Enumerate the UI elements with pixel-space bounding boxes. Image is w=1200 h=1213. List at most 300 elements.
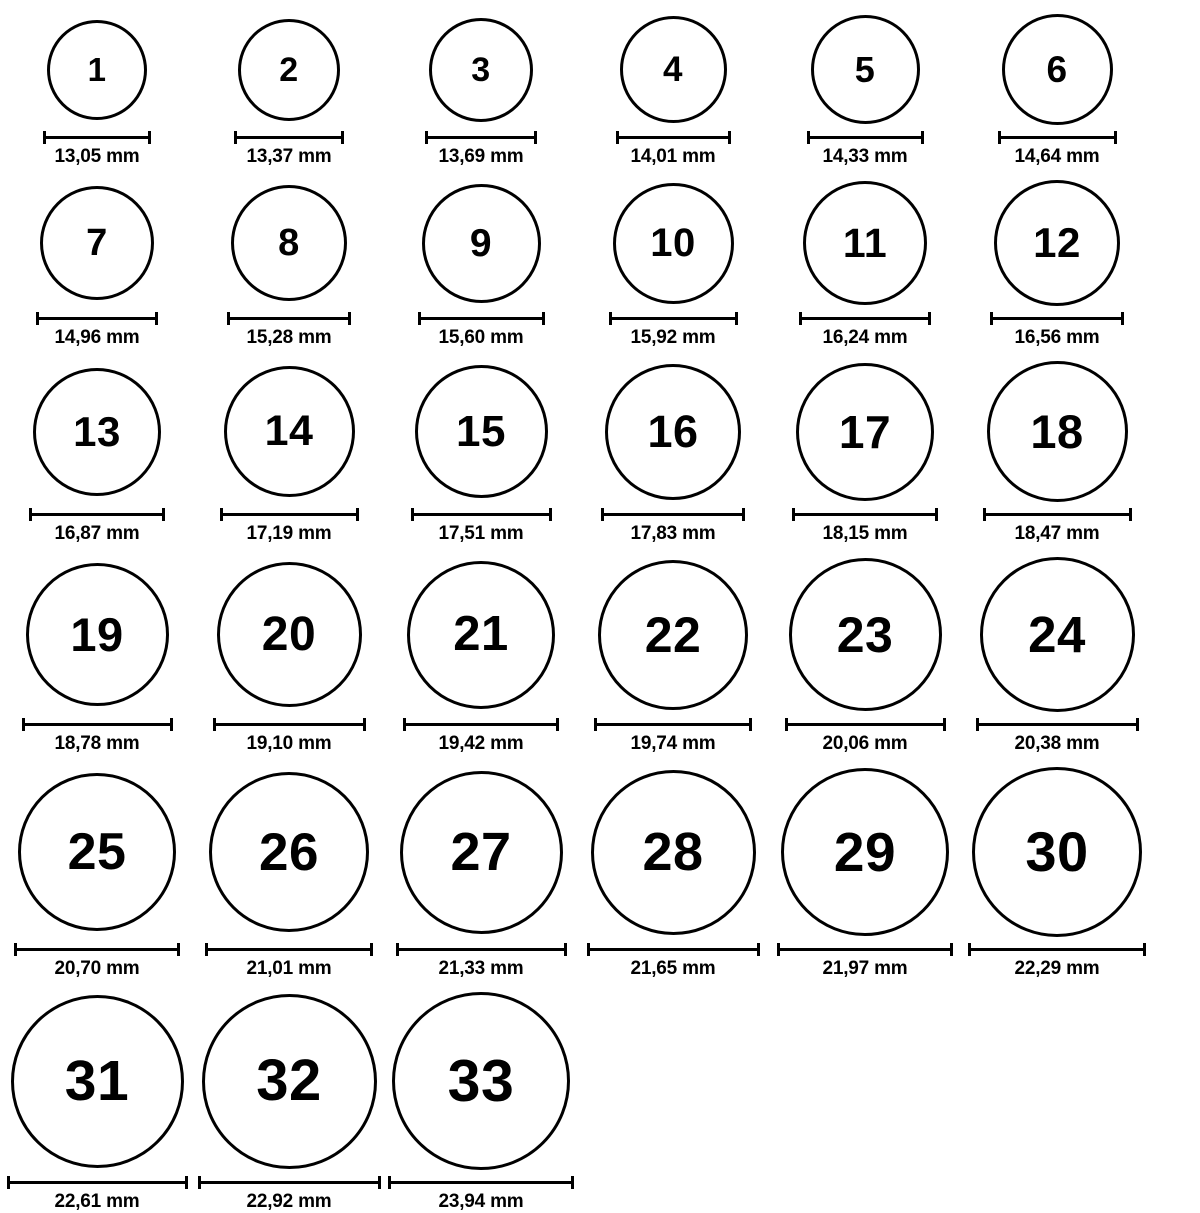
diameter-label: 19,42 mm	[438, 733, 524, 754]
diameter-label: 19,10 mm	[246, 733, 332, 754]
diameter-ruler	[234, 131, 344, 143]
size-row	[0, 14, 1200, 168]
ruler-cap-left	[7, 1176, 10, 1189]
ruler-cap-right	[341, 131, 344, 144]
diameter-ruler	[807, 131, 924, 143]
diameter-label: 16,24 mm	[822, 327, 908, 348]
ring-size-circle	[224, 366, 355, 497]
ruler-cap-left	[29, 508, 32, 521]
ring-size-cell	[578, 14, 768, 168]
ruler-cap-left	[968, 943, 971, 956]
ring-size-circle	[789, 558, 942, 711]
diameter-ruler	[22, 718, 173, 730]
ring-size-number: 9	[469, 221, 493, 265]
ruler-bar	[425, 136, 537, 139]
circle-wrapper	[47, 14, 147, 125]
ring-size-circle	[613, 183, 734, 304]
ring-size-cell	[194, 767, 384, 980]
ring-size-circle	[26, 563, 169, 706]
diameter-ruler	[403, 718, 559, 730]
ring-size-circle	[40, 186, 154, 300]
ring-size-circle	[11, 995, 184, 1168]
diameter-ruler	[205, 943, 373, 955]
ring-size-cell	[578, 180, 768, 349]
size-row	[0, 557, 1200, 755]
circle-wrapper	[33, 361, 161, 502]
circle-wrapper	[18, 767, 176, 937]
diameter-label: 14,33 mm	[822, 146, 908, 167]
ruler-cap-right	[735, 312, 738, 325]
ring-size-circle	[796, 363, 934, 501]
ring-size-circle	[407, 561, 555, 709]
ruler-cap-left	[792, 508, 795, 521]
ruler-cap-left	[983, 508, 986, 521]
ruler-bar	[198, 1181, 381, 1184]
ring-size-cell	[770, 180, 960, 349]
ring-size-cell	[578, 361, 768, 545]
ruler-bar	[601, 513, 745, 516]
ring-size-cell	[194, 361, 384, 545]
ring-size-circle	[605, 364, 741, 500]
diameter-label: 21,01 mm	[246, 958, 332, 979]
diameter-label: 14,96 mm	[54, 327, 140, 348]
circle-wrapper	[803, 180, 927, 306]
diameter-label: 21,97 mm	[822, 958, 908, 979]
diameter-ruler	[14, 943, 180, 955]
ruler-bar	[388, 1181, 574, 1184]
ring-size-number: 18	[1030, 405, 1084, 458]
ring-size-number: 30	[1025, 820, 1089, 883]
ring-size-cell	[962, 180, 1152, 349]
ring-size-number: 8	[278, 222, 300, 264]
diameter-label: 20,38 mm	[1014, 733, 1100, 754]
ruler-bar	[227, 317, 351, 320]
ruler-cap-left	[616, 131, 619, 144]
diameter-label: 20,70 mm	[54, 958, 140, 979]
ring-size-circle	[591, 770, 756, 935]
ring-size-cell	[386, 180, 576, 349]
diameter-label: 18,78 mm	[54, 733, 140, 754]
ruler-cap-right	[170, 718, 173, 731]
circle-wrapper	[422, 180, 541, 306]
diameter-ruler	[220, 508, 359, 520]
diameter-ruler	[43, 131, 151, 143]
ruler-cap-left	[777, 943, 780, 956]
ring-size-cell	[386, 992, 576, 1213]
diameter-label: 22,29 mm	[1014, 958, 1100, 979]
ruler-bar	[587, 948, 760, 951]
diameter-label: 14,01 mm	[630, 146, 716, 167]
ruler-cap-right	[928, 312, 931, 325]
ring-size-number: 20	[261, 607, 317, 661]
ring-size-circle	[598, 560, 748, 710]
ruler-cap-left	[43, 131, 46, 144]
ruler-cap-right	[549, 508, 552, 521]
ruler-cap-right	[177, 943, 180, 956]
ring-size-number: 32	[256, 1048, 322, 1113]
ring-size-circle	[217, 562, 362, 707]
ring-size-cell	[194, 557, 384, 755]
diameter-label: 17,51 mm	[438, 523, 524, 544]
diameter-ruler	[425, 131, 537, 143]
ruler-bar	[785, 723, 946, 726]
ring-size-cell	[962, 14, 1152, 168]
diameter-ruler	[7, 1176, 188, 1188]
ring-size-number: 22	[644, 606, 702, 663]
diameter-ruler	[609, 312, 738, 324]
diameter-ruler	[990, 312, 1124, 324]
ruler-cap-left	[807, 131, 810, 144]
ruler-cap-right	[534, 131, 537, 144]
circle-wrapper	[591, 767, 756, 937]
ruler-cap-right	[148, 131, 151, 144]
diameter-label: 17,19 mm	[246, 523, 332, 544]
ring-size-cell	[962, 557, 1152, 755]
ring-size-circle	[987, 361, 1128, 502]
ruler-cap-right	[1129, 508, 1132, 521]
ruler-bar	[220, 513, 359, 516]
ring-size-circle	[47, 20, 147, 120]
ruler-cap-right	[1136, 718, 1139, 731]
circle-wrapper	[231, 180, 347, 306]
diameter-ruler	[388, 1176, 574, 1188]
ruler-cap-left	[587, 943, 590, 956]
ring-size-circle	[803, 181, 927, 305]
diameter-ruler	[594, 718, 752, 730]
ring-size-cell	[962, 767, 1152, 980]
ring-size-circle	[202, 994, 377, 1169]
diameter-ruler	[418, 312, 545, 324]
circle-wrapper	[238, 14, 340, 125]
ring-size-number: 11	[842, 219, 888, 266]
ruler-bar	[418, 317, 545, 320]
ruler-bar	[777, 948, 953, 951]
ruler-cap-left	[799, 312, 802, 325]
ring-size-number: 3	[471, 50, 491, 89]
circle-wrapper	[994, 180, 1120, 306]
ring-size-number: 6	[1046, 49, 1068, 90]
diameter-label: 15,28 mm	[246, 327, 332, 348]
size-row	[0, 992, 1200, 1213]
ring-size-cell	[2, 14, 192, 168]
ruler-cap-left	[411, 508, 414, 521]
ruler-bar	[7, 1181, 188, 1184]
circle-wrapper	[972, 767, 1142, 937]
ring-size-circle	[972, 767, 1142, 937]
ring-size-cell	[194, 992, 384, 1213]
diameter-label: 13,37 mm	[246, 146, 332, 167]
circle-wrapper	[400, 767, 563, 937]
ring-size-number: 27	[450, 822, 512, 882]
ruler-cap-left	[22, 718, 25, 731]
ring-size-cell	[2, 361, 192, 545]
ring-size-number: 25	[67, 823, 127, 881]
diameter-ruler	[799, 312, 931, 324]
ruler-cap-right	[155, 312, 158, 325]
circle-wrapper	[429, 14, 533, 125]
diameter-ruler	[998, 131, 1117, 143]
ruler-cap-right	[1143, 943, 1146, 956]
ring-size-circle	[422, 184, 541, 303]
diameter-label: 15,60 mm	[438, 327, 524, 348]
ruler-bar	[983, 513, 1132, 516]
ring-size-cell	[194, 14, 384, 168]
diameter-label: 22,61 mm	[54, 1191, 140, 1212]
diameter-label: 20,06 mm	[822, 733, 908, 754]
size-row	[0, 361, 1200, 545]
ruler-cap-right	[356, 508, 359, 521]
circle-wrapper	[987, 361, 1128, 502]
ruler-bar	[792, 513, 938, 516]
circle-wrapper	[598, 557, 748, 712]
diameter-ruler	[983, 508, 1132, 520]
ruler-cap-left	[198, 1176, 201, 1189]
ring-size-number: 21	[453, 607, 509, 661]
ring-size-circle	[994, 180, 1120, 306]
ruler-bar	[968, 948, 1146, 951]
ring-size-cell	[770, 557, 960, 755]
size-row	[0, 180, 1200, 349]
ruler-cap-right	[749, 718, 752, 731]
circle-wrapper	[613, 180, 734, 306]
circle-wrapper	[811, 14, 920, 125]
ring-size-circle	[18, 773, 176, 931]
diameter-ruler	[198, 1176, 381, 1188]
ring-size-circle	[781, 768, 949, 936]
ring-size-cell	[386, 557, 576, 755]
diameter-label: 22,92 mm	[246, 1191, 332, 1212]
ruler-cap-left	[785, 718, 788, 731]
circle-wrapper	[796, 361, 934, 502]
diameter-label: 13,69 mm	[438, 146, 524, 167]
circle-wrapper	[407, 557, 555, 712]
circle-wrapper	[26, 557, 169, 712]
ruler-cap-right	[742, 508, 745, 521]
ring-size-cell	[386, 767, 576, 980]
ruler-cap-right	[757, 943, 760, 956]
ring-size-circle	[238, 19, 340, 121]
ring-size-circle	[980, 557, 1135, 712]
ring-size-circle	[415, 365, 548, 498]
diameter-ruler	[29, 508, 165, 520]
ruler-bar	[411, 513, 552, 516]
ruler-cap-right	[571, 1176, 574, 1189]
ring-size-number: 17	[838, 405, 892, 458]
ruler-cap-right	[943, 718, 946, 731]
ruler-cap-right	[1121, 312, 1124, 325]
ring-size-number: 2	[279, 50, 299, 89]
ring-size-number: 10	[650, 221, 696, 265]
ring-size-number: 15	[456, 406, 506, 456]
ruler-cap-left	[220, 508, 223, 521]
diameter-label: 17,83 mm	[630, 523, 716, 544]
ring-size-circle	[620, 16, 727, 123]
diameter-ruler	[968, 943, 1146, 955]
ring-size-number: 31	[64, 1048, 130, 1113]
circle-wrapper	[1002, 14, 1113, 125]
ring-size-number: 23	[836, 606, 894, 663]
diameter-label: 16,87 mm	[54, 523, 140, 544]
ruler-cap-right	[348, 312, 351, 325]
diameter-label: 13,05 mm	[54, 146, 140, 167]
ruler-bar	[14, 948, 180, 951]
ruler-cap-left	[609, 312, 612, 325]
circle-wrapper	[620, 14, 727, 125]
ring-size-number: 33	[447, 1047, 515, 1114]
ruler-cap-left	[234, 131, 237, 144]
circle-wrapper	[605, 361, 741, 502]
diameter-ruler	[396, 943, 567, 955]
diameter-label: 21,65 mm	[630, 958, 716, 979]
ring-size-number: 16	[647, 406, 699, 457]
ruler-bar	[990, 317, 1124, 320]
circle-wrapper	[789, 557, 942, 712]
ruler-bar	[998, 136, 1117, 139]
diameter-ruler	[792, 508, 938, 520]
ring-size-cell	[578, 557, 768, 755]
circle-wrapper	[217, 557, 362, 712]
ring-size-number: 26	[259, 822, 319, 882]
ring-size-circle	[209, 772, 369, 932]
ruler-cap-left	[396, 943, 399, 956]
ruler-bar	[43, 136, 151, 139]
ring-size-cell	[2, 180, 192, 349]
ruler-cap-left	[205, 943, 208, 956]
ring-size-number: 14	[264, 407, 314, 455]
diameter-ruler	[227, 312, 351, 324]
ruler-bar	[213, 723, 366, 726]
ruler-cap-right	[950, 943, 953, 956]
ruler-cap-left	[227, 312, 230, 325]
ruler-cap-right	[1114, 131, 1117, 144]
ruler-cap-left	[998, 131, 1001, 144]
ruler-cap-left	[36, 312, 39, 325]
ruler-cap-left	[425, 131, 428, 144]
ring-size-cell	[770, 767, 960, 980]
ring-size-cell	[578, 767, 768, 980]
ruler-cap-right	[363, 718, 366, 731]
ring-size-number: 24	[1028, 606, 1086, 663]
size-row	[0, 767, 1200, 980]
ruler-cap-left	[990, 312, 993, 325]
ruler-bar	[616, 136, 731, 139]
ring-size-circle	[400, 771, 563, 934]
circle-wrapper	[11, 992, 184, 1170]
circle-wrapper	[40, 180, 154, 306]
ruler-cap-right	[162, 508, 165, 521]
ruler-bar	[234, 136, 344, 139]
ring-size-circle	[33, 368, 161, 496]
ruler-bar	[29, 513, 165, 516]
ring-size-number: 5	[854, 48, 876, 90]
ruler-bar	[609, 317, 738, 320]
circle-wrapper	[392, 992, 570, 1170]
ruler-bar	[36, 317, 158, 320]
ring-size-circle	[1002, 14, 1113, 125]
circle-wrapper	[202, 992, 377, 1170]
ruler-cap-left	[976, 718, 979, 731]
diameter-ruler	[587, 943, 760, 955]
ruler-cap-left	[388, 1176, 391, 1189]
ruler-cap-left	[601, 508, 604, 521]
ring-size-circle	[811, 15, 920, 124]
ruler-cap-left	[418, 312, 421, 325]
circle-wrapper	[209, 767, 369, 937]
diameter-ruler	[785, 718, 946, 730]
ring-size-cell	[2, 767, 192, 980]
ruler-bar	[976, 723, 1139, 726]
diameter-ruler	[616, 131, 731, 143]
ruler-cap-right	[728, 131, 731, 144]
ruler-bar	[799, 317, 931, 320]
ring-size-cell	[386, 361, 576, 545]
ruler-cap-right	[370, 943, 373, 956]
ring-size-number: 19	[70, 608, 124, 661]
diameter-ruler	[213, 718, 366, 730]
ring-size-number: 12	[1033, 219, 1081, 266]
ring-size-number: 28	[642, 822, 704, 882]
ring-size-number: 4	[663, 50, 683, 89]
ruler-bar	[205, 948, 373, 951]
ring-size-cell	[386, 14, 576, 168]
ruler-cap-left	[403, 718, 406, 731]
ring-size-cell	[770, 361, 960, 545]
ruler-bar	[22, 723, 173, 726]
ring-size-circle	[429, 18, 533, 122]
ruler-cap-right	[564, 943, 567, 956]
diameter-ruler	[411, 508, 552, 520]
diameter-label: 19,74 mm	[630, 733, 716, 754]
diameter-ruler	[601, 508, 745, 520]
ruler-cap-right	[542, 312, 545, 325]
diameter-label: 23,94 mm	[438, 1191, 524, 1212]
ring-size-number: 29	[833, 820, 897, 883]
ruler-bar	[807, 136, 924, 139]
ruler-cap-right	[556, 718, 559, 731]
circle-wrapper	[415, 361, 548, 502]
diameter-ruler	[777, 943, 953, 955]
diameter-label: 18,47 mm	[1014, 523, 1100, 544]
diameter-label: 18,15 mm	[822, 523, 908, 544]
ring-size-number: 13	[73, 407, 121, 455]
circle-wrapper	[224, 361, 355, 502]
ring-size-number: 1	[87, 51, 107, 88]
ruler-cap-right	[935, 508, 938, 521]
ring-size-cell	[2, 557, 192, 755]
ring-size-cell	[962, 361, 1152, 545]
diameter-ruler	[36, 312, 158, 324]
ring-size-cell	[2, 992, 192, 1213]
circle-wrapper	[781, 767, 949, 937]
diameter-label: 21,33 mm	[438, 958, 524, 979]
ruler-cap-right	[378, 1176, 381, 1189]
ring-size-circle	[392, 992, 570, 1170]
ruler-bar	[403, 723, 559, 726]
diameter-label: 16,56 mm	[1014, 327, 1100, 348]
diameter-label: 15,92 mm	[630, 327, 716, 348]
ring-size-cell	[770, 14, 960, 168]
ring-size-number: 7	[86, 222, 108, 264]
circle-wrapper	[980, 557, 1135, 712]
ruler-bar	[396, 948, 567, 951]
ring-size-cell	[194, 180, 384, 349]
diameter-label: 14,64 mm	[1014, 146, 1100, 167]
ruler-cap-left	[213, 718, 216, 731]
ring-size-circle	[231, 185, 347, 301]
ruler-bar	[594, 723, 752, 726]
ruler-cap-left	[14, 943, 17, 956]
diameter-ruler	[976, 718, 1139, 730]
